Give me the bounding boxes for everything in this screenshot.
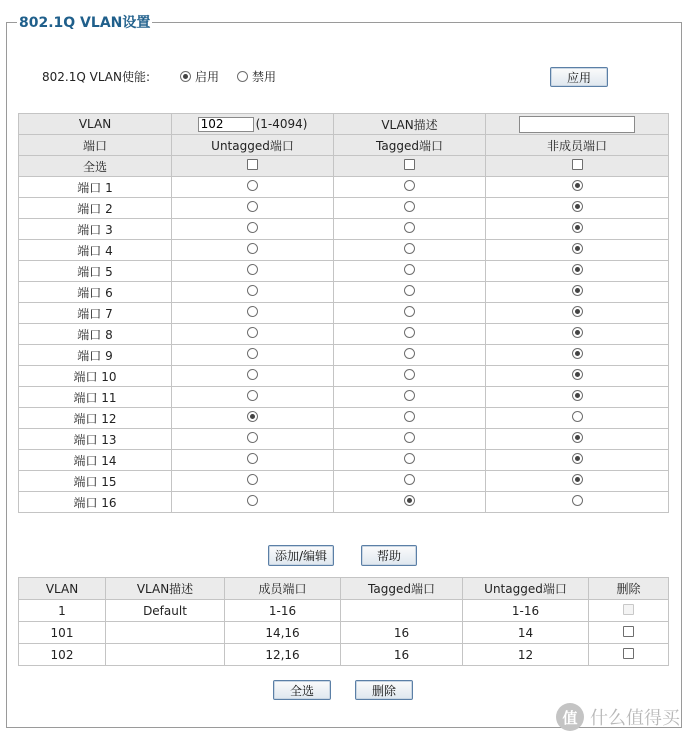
tagged-radio[interactable] — [404, 243, 415, 254]
nonmember-radio[interactable] — [572, 243, 583, 254]
tagged-radio[interactable] — [404, 369, 415, 380]
untagged-column-header: Untagged端口 — [172, 135, 334, 156]
page-title: 802.1Q VLAN设置 — [17, 12, 152, 32]
port-name: 端口 1 — [19, 177, 172, 198]
tagged-radio[interactable] — [404, 453, 415, 464]
port-name: 端口 10 — [19, 366, 172, 387]
delete-button[interactable]: 删除 — [355, 680, 413, 700]
tagged-radio[interactable] — [404, 411, 415, 422]
delete-checkbox[interactable] — [623, 626, 634, 637]
port-header-row — [19, 135, 669, 156]
vlan-enable-row — [42, 68, 294, 85]
enable-option[interactable] — [180, 68, 219, 85]
nonmember-radio[interactable] — [572, 348, 583, 359]
port-name: 端口 11 — [19, 387, 172, 408]
nonmember-radio[interactable] — [572, 369, 583, 380]
untagged-radio[interactable] — [247, 369, 258, 380]
list-untagged-header: Untagged端口 — [463, 578, 589, 600]
nonmember-radio[interactable] — [572, 222, 583, 233]
tagged-radio[interactable] — [404, 495, 415, 506]
select-all-untagged-checkbox[interactable] — [247, 159, 258, 170]
untagged-radio[interactable] — [247, 411, 258, 422]
vlan-id-row — [19, 114, 669, 135]
port-name: 端口 5 — [19, 261, 172, 282]
port-name: 端口 14 — [19, 450, 172, 471]
vlan-port-config-table — [18, 113, 669, 513]
watermark-logo-icon: 值 — [556, 703, 584, 731]
select-all-button[interactable]: 全选 — [273, 680, 331, 700]
port-name: 端口 12 — [19, 408, 172, 429]
vlan-list-row — [19, 644, 669, 666]
disable-option[interactable] — [237, 68, 276, 85]
port-row — [19, 366, 669, 387]
vlan-enable-label: 802.1Q VLAN使能: — [42, 70, 151, 84]
list-members-cell: 12,16 — [225, 644, 341, 666]
untagged-radio[interactable] — [247, 327, 258, 338]
tagged-radio[interactable] — [404, 201, 415, 212]
untagged-radio[interactable] — [247, 453, 258, 464]
delete-checkbox — [623, 604, 634, 615]
port-row — [19, 408, 669, 429]
disable-option-label: 禁用 — [252, 70, 277, 84]
vlan-list-table — [18, 577, 669, 666]
port-column-header: 端口 — [19, 135, 172, 156]
untagged-radio[interactable] — [247, 306, 258, 317]
port-name: 端口 13 — [19, 429, 172, 450]
vlan-range-hint: (1-4094) — [255, 117, 308, 131]
port-row — [19, 198, 669, 219]
list-desc-header: VLAN描述 — [106, 578, 225, 600]
list-desc-cell: Default — [106, 600, 225, 622]
tagged-radio[interactable] — [404, 348, 415, 359]
delete-checkbox[interactable] — [623, 648, 634, 659]
port-name: 端口 15 — [19, 471, 172, 492]
vlan-list-header-row — [19, 578, 669, 600]
port-name: 端口 8 — [19, 324, 172, 345]
untagged-radio[interactable] — [247, 285, 258, 296]
list-desc-cell — [106, 622, 225, 644]
list-desc-cell — [106, 644, 225, 666]
list-tagged-header: Tagged端口 — [341, 578, 463, 600]
list-untagged-cell: 14 — [463, 622, 589, 644]
untagged-radio[interactable] — [247, 201, 258, 212]
list-tagged-cell: 16 — [341, 644, 463, 666]
untagged-radio[interactable] — [247, 474, 258, 485]
list-tagged-cell — [341, 600, 463, 622]
nonmember-radio[interactable] — [572, 201, 583, 212]
vlan-id-label: VLAN — [19, 114, 172, 135]
nonmember-radio[interactable] — [572, 327, 583, 338]
list-vlan-cell: 102 — [19, 644, 106, 666]
untagged-radio[interactable] — [247, 243, 258, 254]
untagged-radio[interactable] — [247, 432, 258, 443]
add-edit-button[interactable]: 添加/编辑 — [268, 545, 334, 566]
apply-button[interactable]: 应用 — [550, 67, 608, 87]
select-all-tagged-checkbox[interactable] — [404, 159, 415, 170]
tagged-radio[interactable] — [404, 306, 415, 317]
list-members-cell: 1-16 — [225, 600, 341, 622]
port-row — [19, 345, 669, 366]
help-button[interactable]: 帮助 — [361, 545, 417, 566]
port-name: 端口 4 — [19, 240, 172, 261]
port-row — [19, 177, 669, 198]
select-all-nonmember-checkbox[interactable] — [572, 159, 583, 170]
tagged-radio[interactable] — [404, 474, 415, 485]
vlan-id-input[interactable] — [198, 117, 254, 132]
nonmember-radio[interactable] — [572, 474, 583, 485]
port-row — [19, 282, 669, 303]
port-name: 端口 3 — [19, 219, 172, 240]
list-vlan-cell: 1 — [19, 600, 106, 622]
tagged-radio[interactable] — [404, 222, 415, 233]
list-vlan-header: VLAN — [19, 578, 106, 600]
untagged-radio[interactable] — [247, 495, 258, 506]
port-name: 端口 9 — [19, 345, 172, 366]
select-all-row — [19, 156, 669, 177]
port-row — [19, 261, 669, 282]
port-name: 端口 16 — [19, 492, 172, 513]
vlan-list-row — [19, 600, 669, 622]
port-name: 端口 7 — [19, 303, 172, 324]
nonmember-radio[interactable] — [572, 495, 583, 506]
nonmember-column-header: 非成员端口 — [486, 135, 669, 156]
nonmember-radio[interactable] — [572, 306, 583, 317]
port-row — [19, 387, 669, 408]
tagged-radio[interactable] — [404, 264, 415, 275]
vlan-desc-label: VLAN描述 — [334, 114, 486, 135]
untagged-radio[interactable] — [247, 348, 258, 359]
list-delete-header: 删除 — [589, 578, 669, 600]
untagged-radio[interactable] — [247, 264, 258, 275]
tagged-column-header: Tagged端口 — [334, 135, 486, 156]
vlan-id-cell — [172, 114, 334, 135]
select-all-label: 全选 — [19, 156, 172, 177]
nonmember-radio[interactable] — [572, 180, 583, 191]
nonmember-radio[interactable] — [572, 453, 583, 464]
list-untagged-cell: 12 — [463, 644, 589, 666]
untagged-radio[interactable] — [247, 390, 258, 401]
vlan-desc-input[interactable] — [519, 116, 635, 133]
tagged-radio[interactable] — [404, 432, 415, 443]
enable-option-label: 启用 — [195, 70, 220, 84]
tagged-radio[interactable] — [404, 180, 415, 191]
watermark — [556, 703, 680, 731]
port-row — [19, 240, 669, 261]
port-row — [19, 324, 669, 345]
tagged-radio[interactable] — [404, 390, 415, 401]
nonmember-radio[interactable] — [572, 264, 583, 275]
port-row — [19, 303, 669, 324]
untagged-radio[interactable] — [247, 222, 258, 233]
disable-radio[interactable] — [237, 71, 248, 82]
nonmember-radio[interactable] — [572, 411, 583, 422]
watermark-text: 什么值得买 — [590, 708, 680, 729]
port-row — [19, 492, 669, 513]
tagged-radio[interactable] — [404, 327, 415, 338]
port-row — [19, 219, 669, 240]
port-row — [19, 471, 669, 492]
port-name: 端口 6 — [19, 282, 172, 303]
vlan-desc-cell — [486, 114, 669, 135]
port-row — [19, 450, 669, 471]
list-tagged-cell: 16 — [341, 622, 463, 644]
nonmember-radio[interactable] — [572, 432, 583, 443]
port-name: 端口 2 — [19, 198, 172, 219]
nonmember-radio[interactable] — [572, 390, 583, 401]
tagged-radio[interactable] — [404, 285, 415, 296]
list-vlan-cell: 101 — [19, 622, 106, 644]
untagged-radio[interactable] — [247, 180, 258, 191]
list-members-cell: 14,16 — [225, 622, 341, 644]
enable-radio[interactable] — [180, 71, 191, 82]
vlan-list-row — [19, 622, 669, 644]
list-untagged-cell: 1-16 — [463, 600, 589, 622]
list-members-header: 成员端口 — [225, 578, 341, 600]
port-row — [19, 429, 669, 450]
nonmember-radio[interactable] — [572, 285, 583, 296]
